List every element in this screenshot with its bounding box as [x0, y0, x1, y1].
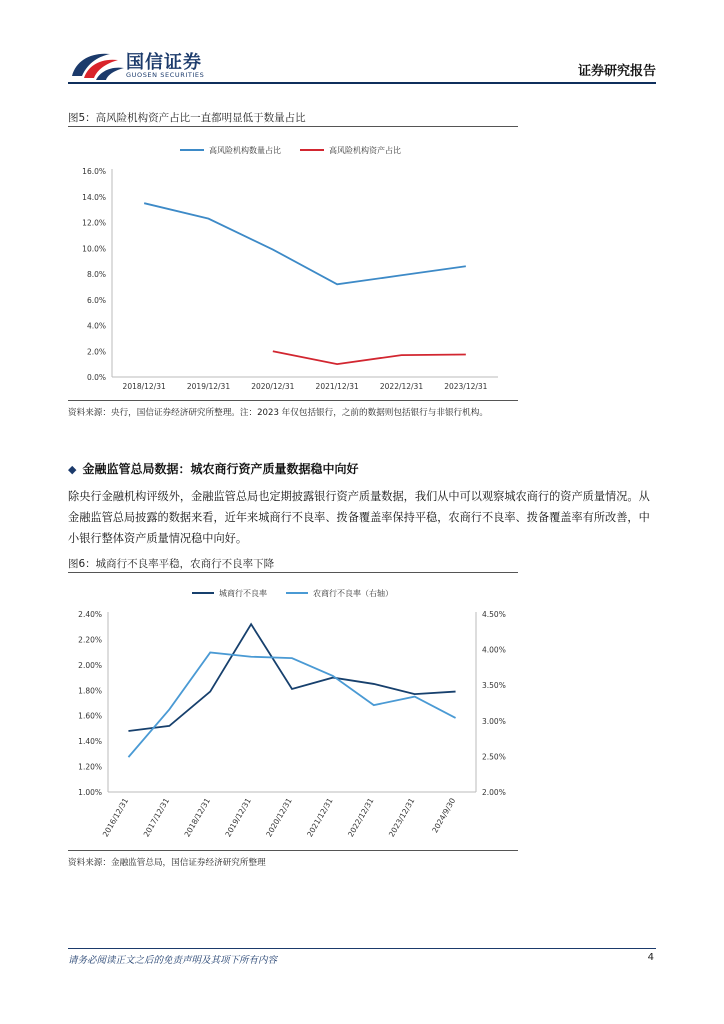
series-line-1 — [128, 624, 455, 731]
y-tick-label: 14.0% — [82, 192, 106, 202]
figure6-title: 图6：城商行不良率平稳，农商行不良率下降 — [68, 558, 275, 570]
y-left-tick-label: 2.00% — [78, 660, 102, 670]
diamond-bullet-icon: ◆ — [68, 463, 77, 476]
y-left-tick-label: 2.20% — [78, 635, 102, 645]
x-tick-label: 2019/12/31 — [186, 382, 231, 391]
legend-label-1: 城商行不良率 — [219, 589, 267, 598]
figure5-source: 资料来源：央行，国信证券经济研究所整理。注：2023 年仅包括银行，之前的数据则包括银行与非银行机构。 — [68, 408, 488, 418]
x-tick-label: 2019/12/31 — [223, 796, 253, 839]
brand-name-cn: 国信证券 — [126, 52, 202, 73]
x-tick-label: 2020/12/31 — [264, 796, 294, 839]
x-tick-label: 2020/12/31 — [251, 382, 295, 391]
figure5-bottom-rule — [68, 400, 518, 401]
figure5-title: 图5：高风险机构资产占比一直都明显低于数量占比 — [68, 112, 306, 124]
legend-label-1: 高风险机构数量占比 — [209, 146, 281, 155]
y-right-tick-label: 2.00% — [482, 788, 506, 797]
section-heading-text: 金融监管总局数据：城农商行资产质量数据稳中向好 — [82, 462, 359, 476]
y-left-tick-label: 1.40% — [78, 737, 102, 747]
series-line-2 — [273, 351, 466, 364]
y-tick-label: 16.0% — [82, 167, 106, 176]
footer-rule — [68, 948, 656, 949]
footer-disclaimer: 请务必阅读正文之后的免责声明及其项下所有内容 — [68, 955, 278, 966]
header-rule — [68, 82, 656, 84]
x-tick-label: 2018/12/31 — [122, 382, 166, 391]
y-tick-label: 8.0% — [86, 270, 106, 279]
x-tick-label: 2022/12/31 — [346, 796, 376, 839]
x-tick-label: 2024/9/30 — [430, 796, 458, 835]
y-left-tick-label: 1.80% — [78, 686, 102, 696]
y-left-tick-label: 2.40% — [78, 610, 102, 619]
legend-label-2: 高风险机构资产占比 — [329, 146, 401, 155]
y-tick-label: 4.0% — [86, 321, 106, 331]
y-tick-label: 12.0% — [82, 218, 106, 228]
report-type: 证券研究报告 — [577, 64, 656, 79]
x-tick-label: 2018/12/31 — [182, 796, 212, 839]
x-tick-label: 2016/12/31 — [100, 796, 131, 839]
x-tick-label: 2017/12/31 — [141, 796, 172, 839]
y-right-tick-label: 4.50% — [482, 610, 506, 619]
y-tick-label: 0.0% — [86, 373, 106, 382]
y-right-tick-label: 3.00% — [482, 716, 506, 726]
x-tick-label: 2022/12/31 — [379, 382, 424, 391]
y-tick-label: 6.0% — [86, 295, 106, 305]
section-heading — [68, 460, 358, 477]
brand-name-en: GUOSEN SECURITIES — [126, 71, 205, 79]
figure6-bottom-rule — [68, 850, 518, 851]
x-tick-label: 2023/12/31 — [386, 796, 417, 839]
figure6-source: 资料来源：金融监管总局，国信证券经济研究所整理 — [68, 858, 266, 868]
legend-label-2: 农商行不良率（右轴） — [313, 589, 393, 598]
x-tick-label: 2023/12/31 — [444, 382, 488, 391]
figure5-title-rule — [68, 126, 518, 127]
x-tick-label: 2021/12/31 — [305, 796, 335, 839]
series-line-1 — [144, 203, 466, 284]
y-tick-label: 2.0% — [86, 347, 106, 357]
figure5-chart — [68, 130, 523, 398]
x-tick-label: 2021/12/31 — [315, 382, 359, 391]
series-line-2 — [128, 652, 455, 757]
y-right-tick-label: 2.50% — [482, 752, 506, 762]
guosen-logo-mark — [70, 46, 126, 86]
y-left-tick-label: 1.00% — [78, 788, 102, 797]
y-tick-label: 10.0% — [82, 244, 106, 254]
y-right-tick-label: 4.00% — [482, 645, 506, 655]
section-paragraph: 除央行金融机构评级外，金融监管总局也定期披露银行资产质量数据，我们从中可以观察城农商行的资产质量情况。从金融监管总局披露的数据来看，近年来城商行不良率、拨备覆盖率保持平稳，农商行不良率、拨备覆盖率有所改善，中小银行整体资产质量情况稳中向好。 — [68, 490, 650, 545]
figure6-chart — [68, 576, 523, 848]
figure6-title-rule — [68, 572, 518, 573]
page-number: 4 — [647, 952, 654, 963]
y-right-tick-label: 3.50% — [482, 681, 506, 691]
y-left-tick-label: 1.20% — [78, 762, 102, 772]
y-left-tick-label: 1.60% — [78, 711, 102, 721]
